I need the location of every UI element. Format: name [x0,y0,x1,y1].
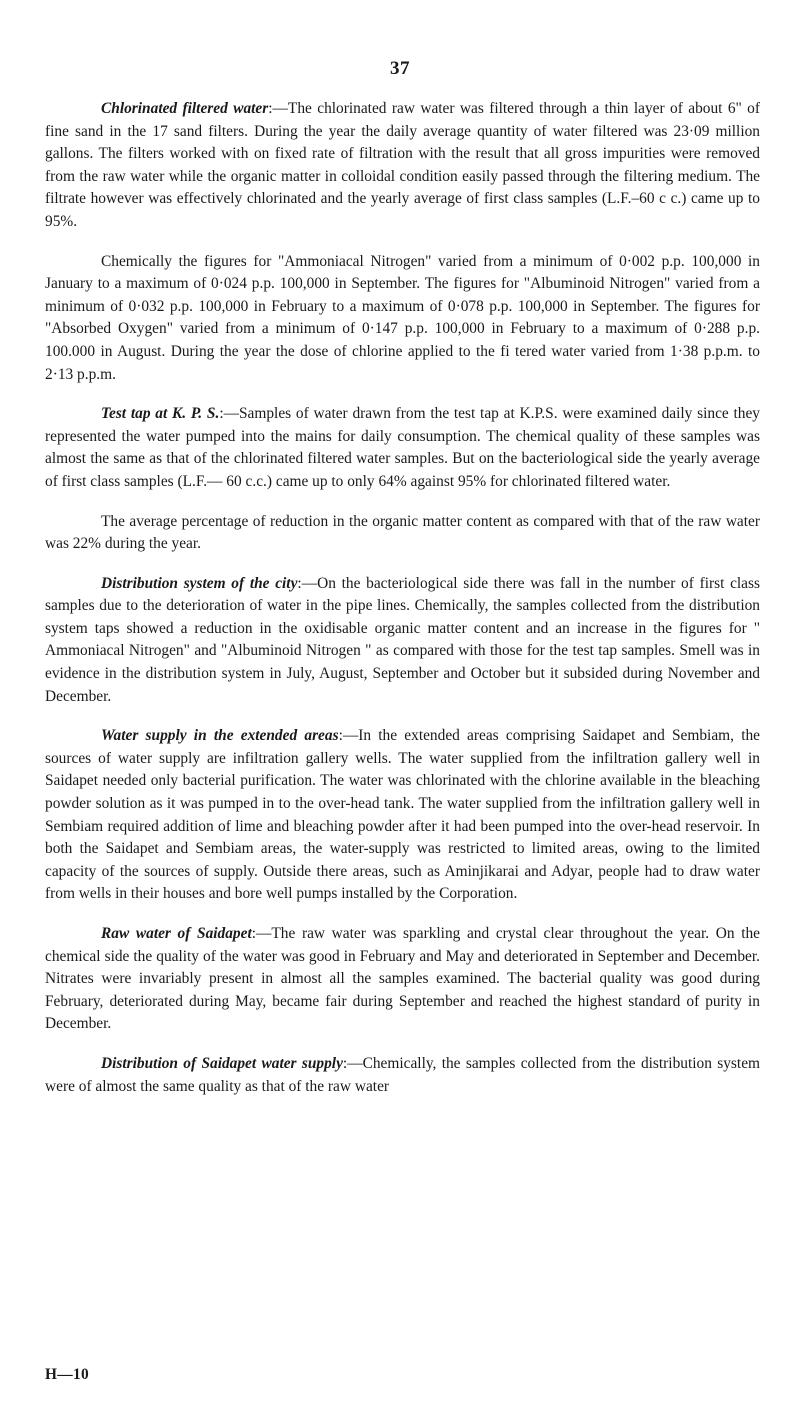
paragraph-text: :—Chemically, the samples collected from the distribution system were of almost the same quality as that of the raw water [45,1054,760,1095]
paragraph-text: :—The raw water was sparkling and crystal clear throughout the year. On the chemical side the quality of the water was good in February and May and deteriorated in September and December. Nitrates were invariably present in almost all the samples examined. The bacterial quality was good during February, deteriorated during May, became fair during September and reached the highest standard of purity in December. [45,925,760,1033]
paragraph-heading: Distribution system of the city [101,574,298,592]
paragraph-test-tap-kps [45,403,760,493]
paragraph-text: Chemically the figures for "Ammoniacal Nitrogen" varied from a minimum of 0·002 p.p. 100,000 in January to a maximum of 0·024 p.p. 100,000 in September. The figures for "Albuminoid Nitrogen" varied from a minimum of 0·032 p.p. 100,000 in February to a maximum of 0·078 p.p. 100,000 in September. The figures for "Absorbed Oxygen" varied from a minimum of 0·147 p.p. 100,000 in February to a maximum of 0·288 p.p. 100.000 in August. During the year the dose of chlorine applied to the fi tered water varied from 1·38 p.p.m. to 2·13 p.p.m. [45,252,760,383]
paragraph-heading: Chlorinated filtered water [101,100,269,117]
paragraph-text: The average percentage of reduction in the organic matter content as compared with that of the raw water was 22% during the year. [45,512,760,553]
paragraph-text: :—On the bacteriological side there was fall in the number of first class samples due to the deterioration of water in the pipe lines. Chemically, the samples collected from the distribution system taps showed a reduction in the oxidisable organic matter content and an increase in the figures for " Ammoniacal Nitrogen" and "Albuminoid Nitrogen " as compared with those for the test tap samples. Smell was in evidence in the distribution system in July, August, September and October but it subsided during November and December. [45,574,760,705]
paragraph-heading: Test tap at K. P. S. [101,405,220,423]
paragraph-text: :—Samples of water drawn from the test tap at K.P.S. were examined daily since they represented the water pumped into the mains for daily consumption. The chemical quality of these samples was almost the same as that of the chlorinated filtered water samples. But on the bacteriological side the yearly average of first class samples (L.F.— 60 c.c.) came up to only 64% against 95% for chlorinated filtered water. [45,405,760,490]
paragraph-distribution-saidapet [45,1053,760,1098]
paragraph-chlorinated-filtered-water [45,98,760,234]
paragraph-organic-reduction [45,511,760,556]
page-number: 37 [390,58,410,79]
signature-mark: H—10 [45,1366,89,1383]
paragraph-text: :—In the extended areas comprising Saidapet and Sembiam, the sources of water supply are infiltration gallery wells. The water supplied from the infiltration gallery well in Saidapet needed only bacterial purification. The water was chlorinated with the chlorine available in the bleaching powder solution as it was pumped in to the over-head tank. The water supplied from the infiltration gallery well in Sembiam required addition of lime and bleaching powder after it had been pumped into the over-head reservoir. In both the Saidapet and Sembiam areas, the water-supply was restricted to limited areas, owing to the limited capacity of the sources of supply. Outside there areas, such as Aminjikarai and Adyar, people had to draw water from wells in their houses and bore well pumps installed by the Corporation. [45,727,760,903]
paragraph-chemical-figures [45,251,760,387]
page-body [45,98,760,1115]
paragraph-distribution-system-city [45,573,760,709]
paragraph-text: :—The chlorinated raw water was filtered through a thin layer of about 6" of fine sand in the 17 sand filters. During the year the daily average quantity of water filtered was 23·09 million gallons. The filters worked with on fixed rate of filtration with the result that all gross impurities were removed from the raw water while the organic matter in colloidal condition easily passed through the filtering medium. The filtrate however was effectively chlorinated and the yearly average of first class samples (L.F.–60 c c.) came up to 95%. [45,100,761,230]
paragraph-heading: Raw water of Saidapet [101,925,252,942]
paragraph-heading: Water supply in the extended areas [101,727,339,745]
paragraph-raw-water-saidapet [45,923,760,1036]
paragraph-extended-areas [45,725,760,906]
paragraph-heading: Distribution of Saidapet water supply [101,1054,343,1072]
